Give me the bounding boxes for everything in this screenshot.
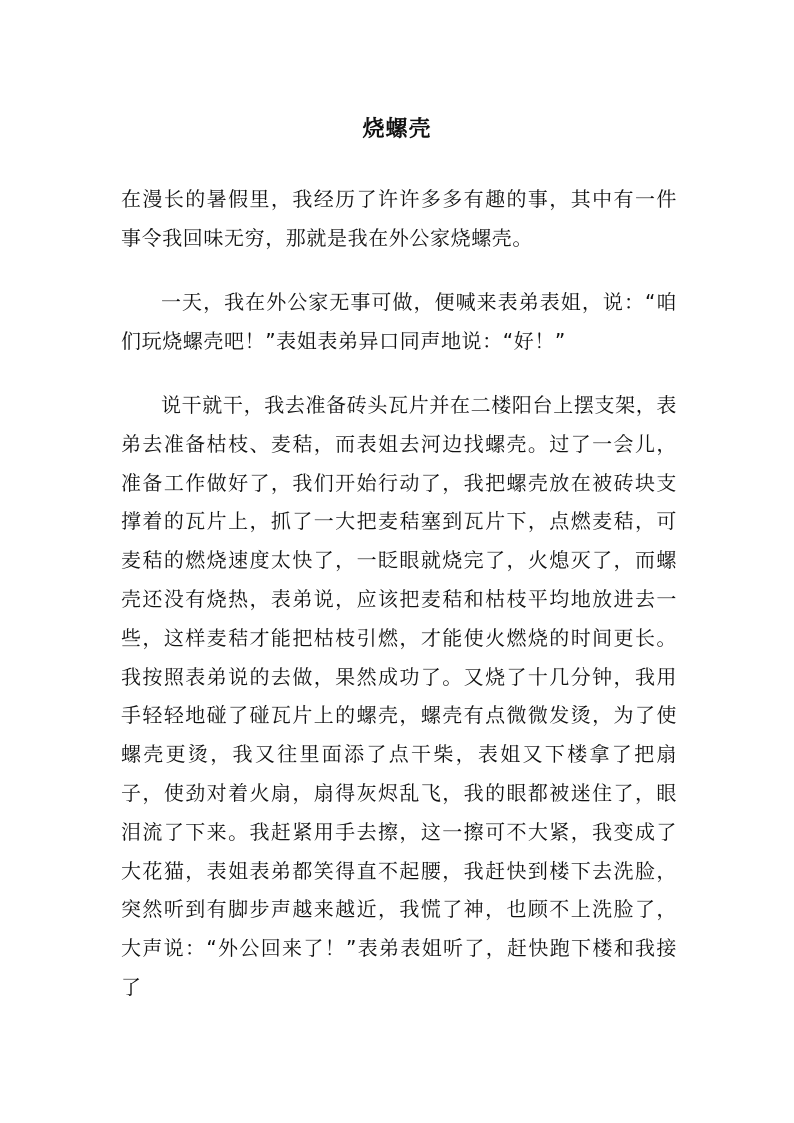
- page-title: 烧螺壳: [362, 117, 432, 142]
- paragraph-3: 说干就干，我去准备砖头瓦片并在二楼阳台上摆支架，表弟去准备枯枝、麦秸，而表姐去河边找螺壳。过了一会儿，准备工作做好了，我们开始行动了，我把螺壳放在被砖块支撑着的瓦片上，抓了一大把麦秸塞到瓦片下，点燃麦秸，可麦秸的燃烧速度太快了，一眨眼就烧完了，火熄灭了，而螺壳还没有烧热，表弟说，应该把麦秸和枯枝平均地放进去一些，这样麦秸才能把枯枝引燃，才能使火燃烧的时间更长。我按照表弟说的去做，果然成功了。又烧了十几分钟，我用手轻轻地碰了碰瓦片上的螺壳，螺壳有点微微发烫，为了使螺壳更烫，我又往里面添了点干柴，表姐又下楼拿了把扇子，使劲对着火扇，扇得灰烬乱飞，我的眼都被迷住了，眼泪流了下来。我赶紧用手去擦，这一擦可不大紧，我变成了大花猫，表姐表弟都笑得直不起腰，我赶快到楼下去洗脸，突然听到有脚步声越来越近，我慌了神，也顾不上洗脸了，大声说：“外公回来了！”表弟表姐听了，赶快跑下楼和我接了: [121, 393, 677, 999]
- paragraph-2: 一天，我在外公家无事可做，便喊来表弟表姐，说：“咱们玩烧螺壳吧！”表姐表弟异口同声地说：“好！”: [121, 290, 677, 353]
- paragraph-1: 在漫长的暑假里，我经历了许许多多有趣的事，其中有一件事令我回味无穷，那就是我在外公家烧螺壳。: [121, 187, 677, 250]
